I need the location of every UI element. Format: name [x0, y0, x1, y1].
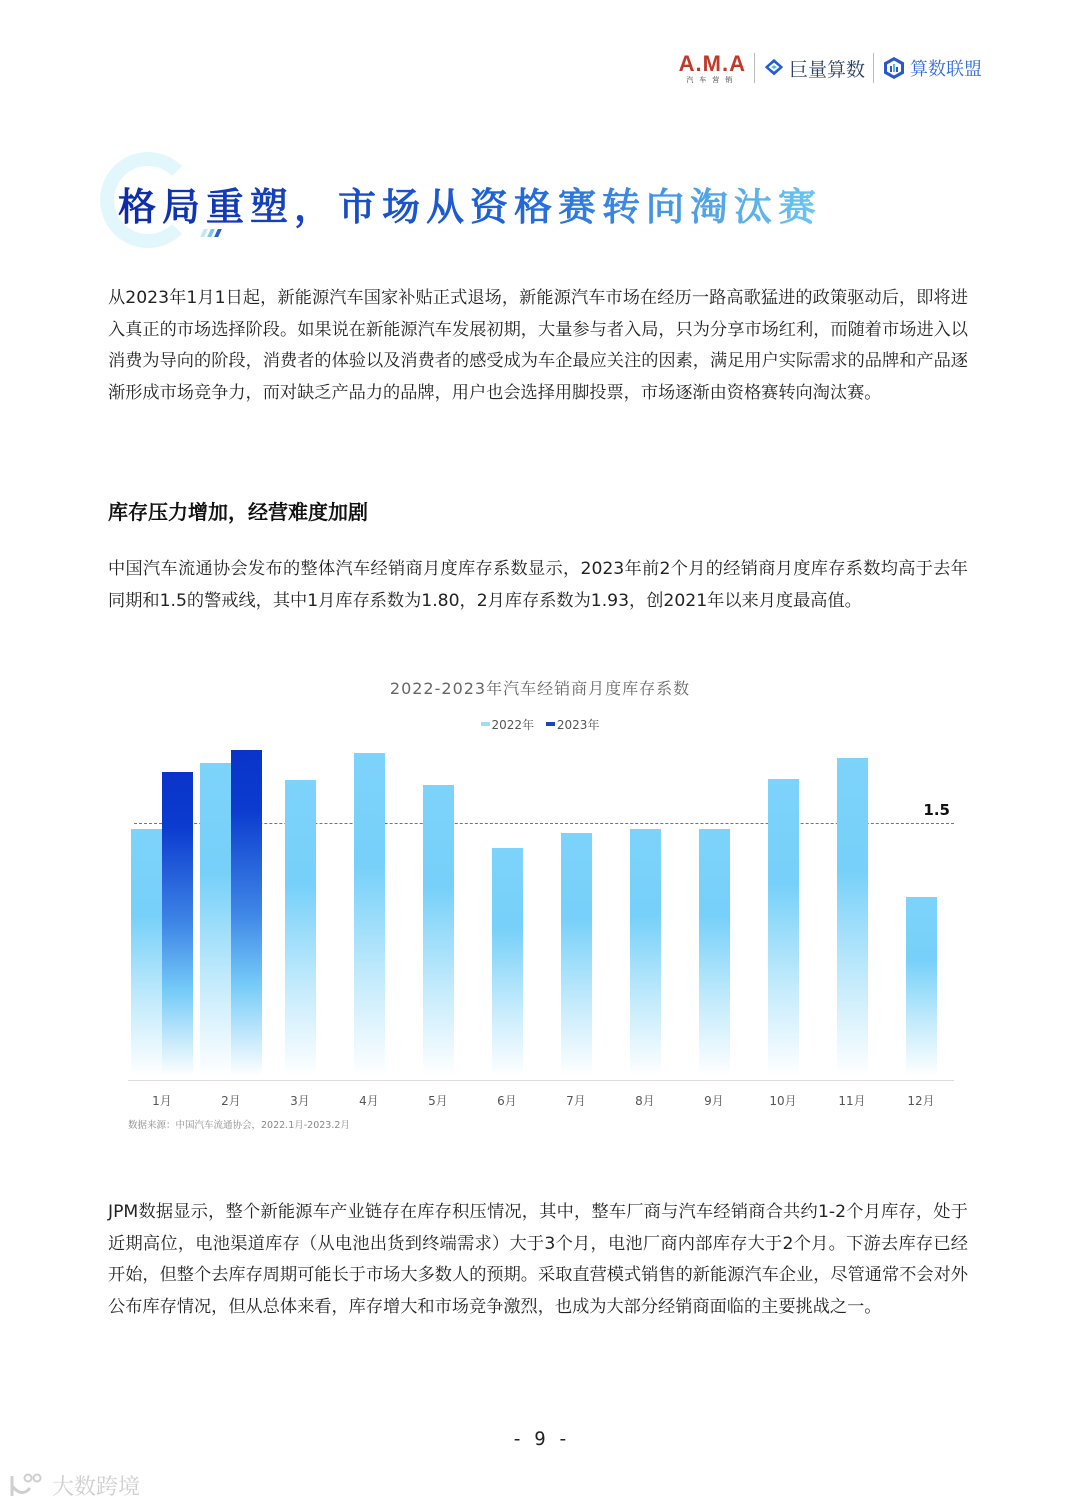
legend-label-2023: 2023年: [556, 717, 600, 732]
ama-logo: [678, 50, 746, 84]
x-axis-label: 7月: [566, 1094, 586, 1108]
legend-swatch-2023: [546, 722, 555, 726]
bar-2022-10: [768, 779, 799, 1076]
section-title: 格局重塑，市场从资格赛转向淘汰赛: [118, 176, 822, 231]
bar-2022-5: [423, 785, 454, 1076]
bar-2023-1: [162, 772, 193, 1076]
paragraph-inventory: 中国汽车流通协会发布的整体汽车经销商月度库存系数显示，2023年前2个月的经销商月度库存系数均高于去年同期和1.5的警戒线，其中1月库存系数为1.80，2月库存系数为1.93，创2021年以来月度最高值。: [108, 559, 968, 611]
juliang-logo: [763, 55, 865, 82]
title-slash-decoration: [202, 229, 220, 237]
x-axis-label: 3月: [290, 1094, 310, 1108]
bar-2022-7: [561, 833, 592, 1076]
bar-chart-plot: [128, 740, 954, 1081]
bar-2022-6: [492, 848, 523, 1076]
bar-2022-8: [630, 829, 661, 1076]
chart-title: 2022-2023年汽车经销商月度库存系数: [389, 679, 691, 698]
chart-legend: [0, 715, 1080, 733]
x-axis-label: 8月: [635, 1094, 655, 1108]
ama-logo-subtext: 汽车营销: [686, 75, 739, 84]
chart-source-note: 数据来源：中国汽车流通协会，2022.1月-2023.2月: [128, 1120, 350, 1131]
suanshu-logo-text: 算数联盟: [910, 59, 982, 80]
x-axis-label: 5月: [428, 1094, 448, 1108]
suanshu-logo: [882, 55, 982, 81]
x-axis-label: 11月: [838, 1094, 866, 1108]
suanshu-hexagon-icon: [882, 56, 906, 80]
paragraph-jpm: JPM数据显示，整个新能源车产业链存在库存积压情况，其中，整车厂商与汽车经销商合共约1-2个月库存，处于近期高位，电池渠道库存（从电池出货到终端需求）大于3个月，电池厂商内部库存大于2个月。下游去库存已经开始，但整个去库存周期可能长于市场大多数人的预期。采取直营模式销售的新能源汽车企业，尽管通常不会对外公布库存情况，但从总体来看，库存增大和市场竞争激烈，也成为大部分经销商面临的主要挑战之一。: [108, 1202, 968, 1317]
logo-divider: [873, 53, 874, 83]
legend-swatch-2022: [481, 722, 490, 726]
bar-2023-2: [231, 750, 262, 1076]
reference-line-label: 1.5: [923, 800, 950, 819]
watermark-text: 大数跨境: [52, 1475, 141, 1500]
x-axis-label: 4月: [359, 1094, 379, 1108]
x-axis-line: [128, 1080, 954, 1081]
bar-2022-2: [200, 763, 231, 1076]
x-axis-label: 10月: [769, 1094, 797, 1108]
watermark-logo-icon: [8, 1472, 48, 1500]
page-number: - 9 -: [511, 1428, 569, 1450]
bar-2022-4: [354, 753, 385, 1076]
x-axis-label: 2月: [221, 1094, 241, 1108]
section-title-block: [92, 140, 872, 260]
header-logos: [679, 48, 982, 88]
watermark: [8, 1470, 140, 1501]
juliang-diamond-icon: [763, 57, 785, 79]
legend-item-2023: [546, 716, 600, 733]
bar-2022-3: [285, 780, 316, 1076]
bar-2022-12: [906, 897, 937, 1076]
bar-2022-9: [699, 829, 730, 1076]
x-axis-label: 12月: [907, 1094, 935, 1108]
paragraph-intro: 从2023年1月1日起，新能源汽车国家补贴正式退场，新能源汽车市场在经历一路高歌猛进的政策驱动后，即将进入真正的市场选择阶段。如果说在新能源汽车发展初期，大量参与者入局，只为分享市场红利，而随着市场进入以消费为导向的阶段，消费者的体验以及消费者的感受成为车企最应关注的因素，满足用户实际需求的品牌和产品逐渐形成市场竞争力，而对缺乏产品力的品牌，用户也会选择用脚投票，市场逐渐由资格赛转向淘汰赛。: [108, 288, 968, 403]
bar-2022-1: [131, 829, 162, 1076]
legend-item-2022: [481, 716, 535, 733]
logo-divider: [754, 53, 755, 83]
subheading: 库存压力增加，经营难度加剧: [108, 500, 368, 524]
bar-2022-11: [837, 758, 868, 1076]
x-axis-label: 6月: [497, 1094, 517, 1108]
ama-logo-text: A.M.A: [678, 50, 746, 76]
legend-label-2022: 2022年: [491, 717, 535, 732]
x-axis-label: 1月: [152, 1094, 172, 1108]
juliang-logo-text: 巨量算数: [788, 58, 865, 81]
x-axis-label: 9月: [704, 1094, 724, 1108]
